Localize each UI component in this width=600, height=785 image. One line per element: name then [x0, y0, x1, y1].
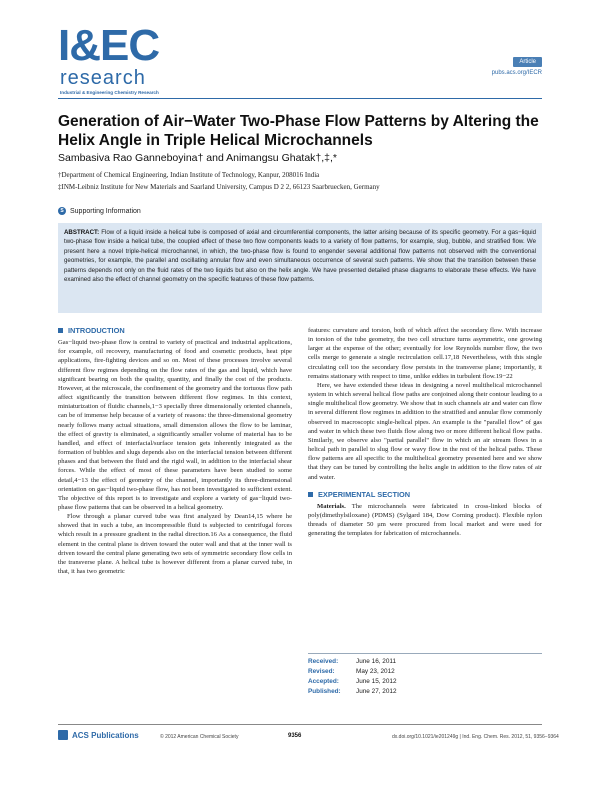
journal-logo-subtitle: research [60, 67, 146, 89]
materials-text: The microchannels were fabricated in cross-linked blocks of poly(dimethylsiloxane) (PDMS) (Sylgard 184, Dow Corning product). Flexible nylon threads of diameter 50 μm were procured from local market and were used for generating the templates for fabrication of microchannels. [308, 502, 542, 538]
journal-logo: I&EC [58, 21, 160, 70]
abstract-label: ABSTRACT: [64, 229, 100, 236]
section-marker-icon [308, 492, 313, 497]
journal-full-name: Industrial & Engineering Chemistry Research [60, 90, 159, 95]
intro-paragraph-2: Flow through a planar curved tube was first analyzed by Dean14,15 where he showed that in such a tube, an incompressible fluid is subjected to centrifugal forces which result in a pressure gradient in the radial direction.16 As a consequence, the fluid element in the central plane is driven toward the outer wall and that at the inner wall is driven toward the central plane generating two sets of symmetric secondary flow cells in the transverse plane. A helical tube is however different from a planar curved tube, in that, it has two geometric [58, 513, 292, 576]
date-accepted: Accepted: June 15, 2012 [308, 678, 397, 685]
intro-paragraph-4: Here, we have extended these ideas in designing a novel multihelical microchannel system in which several helical flow paths are conjoined along their contour leading to a single multihelical flow geometry. We show that in such channels air and water can flow in several different flow regimes in addition to the stratified and annular flow commonly observed in macroscopic single-helical pipes. An example is the "parallel flow" of gas and water in which these two fluids flow along two or more different helical flow paths. Similarly, we observe also "partial parallel" flow in which an air stream flows in a helical path in parallel to slug flow or wavy flow in the rest of the helical paths. These flow patterns are all specific to the multihelical geometry presented here and we show that they can be tuned by controlling the helix angle in addition to the flow rates of air and water. [308, 381, 542, 481]
date-published: Published: June 27, 2012 [308, 688, 397, 695]
supporting-information-link[interactable] [58, 207, 141, 215]
left-column [58, 326, 292, 576]
footer-divider [58, 724, 542, 725]
header-divider [58, 98, 542, 99]
acs-publications-logo: ACS Publications [58, 730, 139, 740]
dates-divider [308, 653, 542, 654]
article-title: Generation of Air−Water Two-Phase Flow Patterns by Altering the Helix Angle in Triple Helical Microchannels [58, 113, 539, 149]
doi-citation-link[interactable]: dx.doi.org/10.1021/ie201249g | Ind. Eng. Chem. Res. 2012, 51, 9356−9364 [392, 734, 559, 740]
affiliation-2: ‡INM-Leibniz Institute for New Materials and Saarland University, Campus D 2 2, 66123 Saarbruecken, Germany [58, 183, 380, 191]
section-marker-icon [58, 328, 63, 333]
materials-label: Materials. [317, 502, 346, 510]
journal-url-link[interactable]: pubs.acs.org/IECR [491, 70, 542, 76]
copyright-notice: © 2012 American Chemical Society [160, 734, 239, 740]
abstract-text: Flow of a liquid inside a helical tube is composed of axial and circumferential components, the latter arising because of its specific geometry. For a gas−liquid two-phase flow inside a helical tube, the coupled effect of these two flow components leads to a variety of flow patterns, for example, slug, bubble, and stratified flow. We present here a novel triple-helical microchannel, in which, the two-phase flow is found to engender several additional flow patterns not observed with the conventional geometries, for example, the parallel and oscillating annular flow and even simultaneous occurrence of several such patterns. We show that the transition between these patterns depends not only on the fluid rates of the two liquids but also on the helix angle. We have presented detailed phase diagrams to elaborate these effects. We have examined also the effect of channel geometry on the specific features of these flow patterns. [64, 229, 536, 284]
supporting-info-icon: S [58, 207, 66, 215]
article-type-badge: Article [513, 57, 542, 67]
publication-dates [308, 657, 542, 697]
intro-paragraph-1: Gas−liquid two-phase flow is central to variety of practical and industrial applications, for example, oil recovery, manufacturing of food and cosmetic products, heat pipe applications, fire-fighting devices and so on. Most of these processes involve several different flow regimes depending on the flow rates of the gas and liquid, which have significant bearing on both the quality, quantity, and finally the cost of the products. However, at the microscale, the confinement of the geometry and the tortuous flow path affect significantly the transition between different flow regimes. In this context, miniaturization of fluidic channels,1−3 specially three dimensionally oriented channels, can be of immense help because of a variety of reasons: the three-dimensional geometry nearly follows many actual situations, small dimension allows the flow to be laminar, the effect of gravity is eliminated, a significantly smaller volume of material has to be handled, and effect of interfacial/surface tension gets inherently integrated as the formation of bubbles and slugs depends also on the interfacial tension between different phases and that between the fluid and the rigid wall, in addition to the interfacial shear forces. While the effect of most of these parameters have been studied to some detail,4−13 the effect of geometry of the channel, importantly its three-dimensional orientation on gas−liquid two-phase flow, has not been investigated to sufficient extent. The objective of this report is to investigate and explore a variety of gas−liquid two-phase flow patterns that can be observed in a helical geometry. [58, 339, 292, 511]
author-list: Sambasiva Rao Ganneboyina† and Animangsu Ghatak†,‡,* [58, 152, 338, 164]
intro-paragraph-3: features: curvature and torsion, both of which affect the secondary flow. With increase in torsion of the tube geometry, the two cell structure turns asymmetric, one growing larger at the expense of the other; eventually for low Reynolds number flow, the two cells merge to generate a single recirculation cell.17,18 Nevertheless, with this single circulating cell too the secondary flow persists in the transverse plane; importantly, it remains stationary with respect to time, unlike eddies in turbulent flow.19−22 [308, 327, 542, 380]
experimental-heading: EXPERIMENTAL SECTION [308, 490, 542, 499]
abstract-box [58, 223, 542, 313]
date-received: Received: June 16, 2011 [308, 658, 397, 665]
supporting-info-label: Supporting Information [70, 207, 141, 215]
date-revised: Revised: May 23, 2012 [308, 668, 395, 675]
acs-logo-icon [58, 730, 68, 740]
affiliation-1: †Department of Chemical Engineering, Indian Institute of Technology, Kanpur, 208016 India [58, 171, 320, 179]
introduction-heading: INTRODUCTION [58, 326, 292, 335]
right-column [308, 326, 542, 538]
page-number: 9356 [288, 733, 302, 739]
